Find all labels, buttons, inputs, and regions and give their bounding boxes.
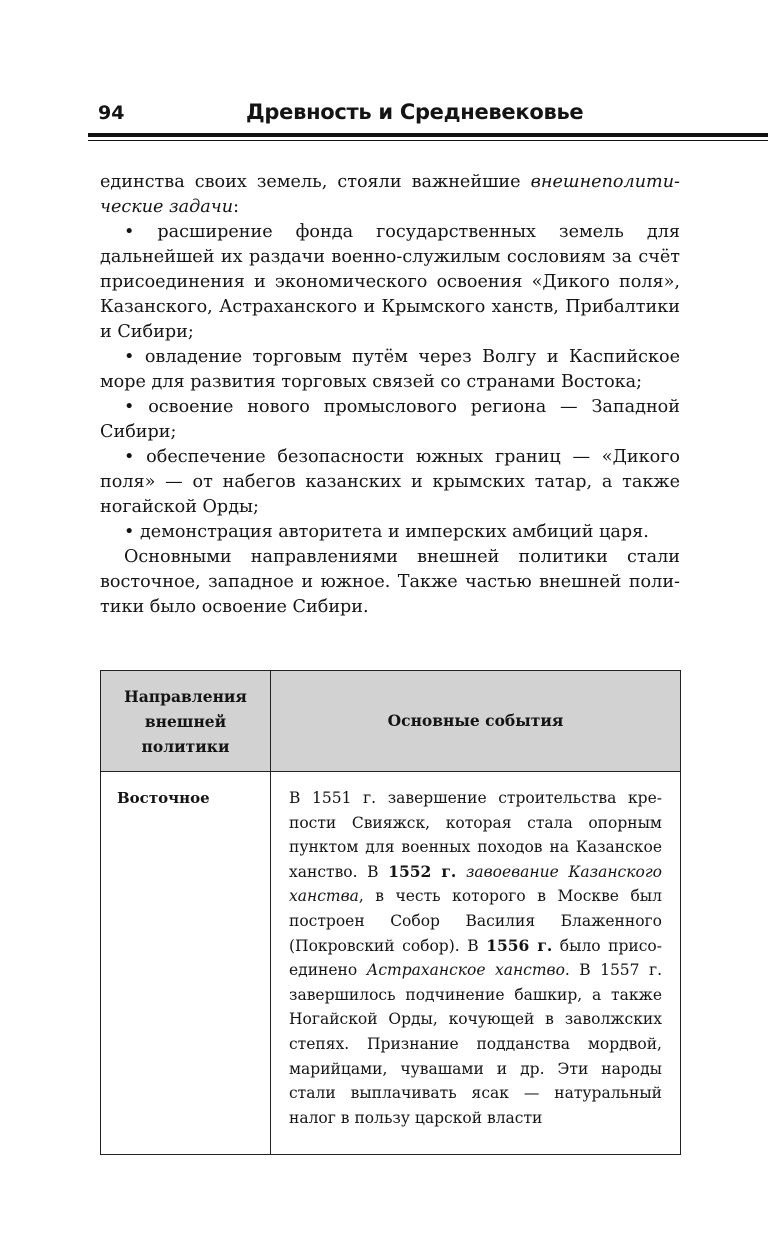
event-text: В 1551 г. завершение строительства крепости Свияжск, которая стала опорным пунктом для военных походов на Казанское ханство. В: [289, 789, 662, 881]
event-text: , в честь которого в Москве был построен Собор Василия Блаженного (Покровский собор). В: [289, 887, 662, 955]
foreign-policy-table: [100, 670, 681, 1155]
header-directions: Направления внешней политики: [101, 671, 271, 772]
header-rule-thin: [88, 140, 768, 141]
bullet-item: • освоение нового промыслового региона — Западной Сибири;: [100, 397, 680, 442]
bullet-item: • обеспечение безопасности южных границ — «Дикого поля» — от набегов казанских и крымских татар, а также ногайской Орды;: [100, 447, 680, 517]
intro-italic: внешнеполитические задачи: [100, 172, 680, 217]
table-header-row: [101, 671, 681, 772]
table-row: [101, 772, 681, 1155]
intro-end: :: [233, 197, 239, 217]
header-rule-thick: [88, 133, 768, 137]
intro-paragraph: [100, 170, 680, 220]
event-space: [456, 863, 466, 881]
body-text: [100, 170, 680, 620]
direction-cell: Восточное: [101, 772, 271, 1155]
event-italic: завоевание Казанского ханства: [289, 862, 662, 906]
closing-paragraph: Основными направлениями внешней политики стали восточное, западное и южное. Также частью внешней политики было освоение Сибири.: [100, 547, 680, 617]
event-text: . В 1557 г. завершилось подчинение башкир, а также Ногайской Орды, кочующей в заволжских степях. Признание подданства мордвой, марийцами, чувашами и др. Эти народы стали выплачивать ясак — натуральный налог в пользу царской власти: [289, 961, 662, 1127]
intro-text: единства своих земель, стояли важнейшие: [100, 172, 531, 192]
running-title: Древность и Средневековье: [246, 100, 584, 124]
bullet-item: • демонстрация авторитета и имперских амбиций царя.: [124, 522, 649, 542]
bullet-item: • овладение торговым путём через Волгу и Каспийское море для развития торговых связей со странами Востока;: [100, 347, 680, 392]
event-year-bold: 1556 г.: [486, 935, 553, 955]
page-header: [88, 100, 768, 130]
event-year-bold: 1552 г.: [388, 861, 457, 881]
bullet-item: • расширение фонда государственных земель для дальнейшей их раздачи военно-служилым сословиям за счёт присоединения и экономического освоения «Дикого поля», Казанского, Астраханского и Крымского ханств, Прибалтики и Сибири;: [100, 222, 680, 342]
events-cell: [271, 772, 681, 1155]
event-text: было присоединено: [289, 936, 663, 980]
page-number: 94: [98, 102, 125, 124]
header-events: Основные события: [271, 671, 681, 772]
event-italic: Астраханское ханство: [366, 961, 565, 980]
